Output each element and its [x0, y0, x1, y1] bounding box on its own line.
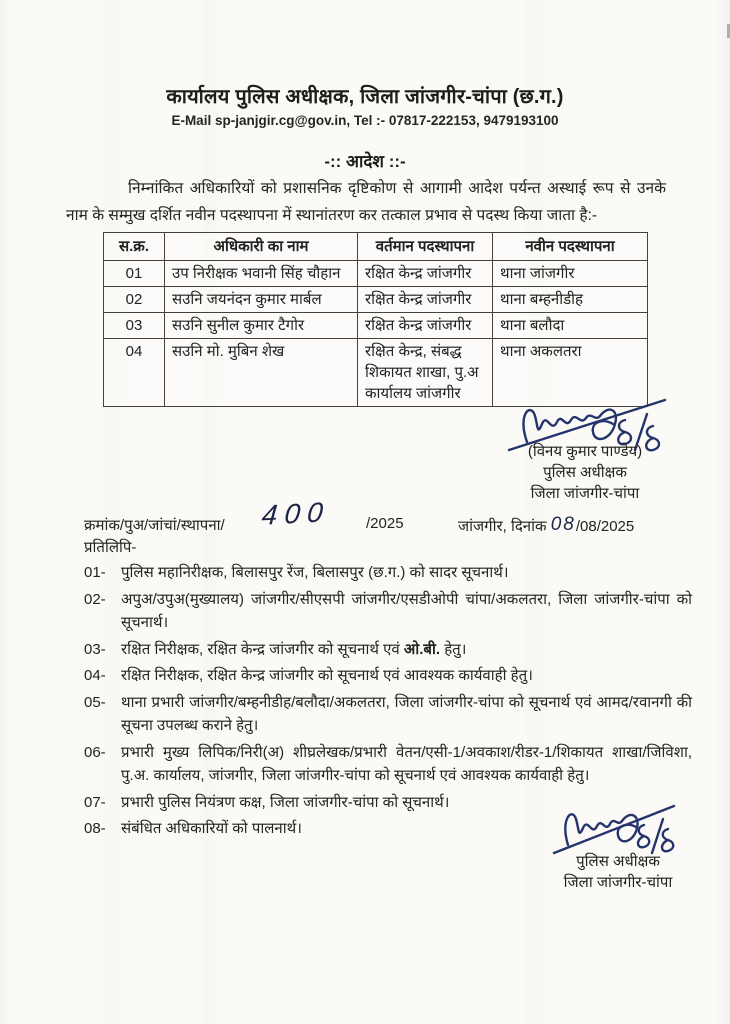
copy-item — [84, 691, 692, 738]
copies-heading: प्रतिलिपि- — [84, 539, 137, 556]
signature-block-bottom — [532, 851, 704, 893]
cell-new-posting: थाना जांजगीर — [493, 261, 648, 287]
reference-label: क्रमांक/पुअ/जांचां/स्थापना/ — [84, 517, 225, 534]
contact-line: E-Mail sp-janjgir.cg@gov.in, Tel :- 07817-222153, 9479193100 — [171, 113, 559, 128]
header-sno: स.क्र. — [104, 233, 165, 261]
handwritten-order-number: 400 — [260, 496, 332, 531]
copy-item-text: प्रभारी मुख्य लिपिक/निरी(अ) शीघ्रलेखक/प्रभारी वेतन/एसी-1/अवकाश/रीडर-1/शिकायत शाखा/जिविशा, पु.अ. कार्यालय, जांजगीर, जिला जांजगीर-चांपा को सूचनार्थ एवं आवश्यक कार्यवाही हेतु। — [121, 743, 692, 784]
cell-sno: 02 — [104, 287, 165, 313]
copy-item-text-after: हेतु। — [440, 640, 467, 658]
copy-item — [84, 638, 692, 662]
copy-item-number: 03- — [84, 640, 106, 658]
cell-new-posting: थाना बलौदा — [493, 313, 648, 339]
copy-item — [84, 561, 692, 585]
signatory-designation: पुलिस अधीक्षक — [576, 853, 660, 870]
table-row — [104, 261, 648, 287]
copy-item-number: 08- — [84, 820, 106, 837]
signature-block-top — [470, 441, 700, 504]
transfer-table — [103, 232, 648, 407]
copy-item — [84, 588, 692, 635]
table-row — [104, 287, 648, 313]
handwritten-day: 08 — [550, 514, 576, 535]
place-date-prefix: जांजगीर, दिनांक — [458, 518, 551, 535]
cell-current-posting: रक्षित केन्द्र, संबद्ध शिकायत शाखा, पु.अ कार्यालय जांजगीर — [358, 339, 493, 407]
cell-officer-name: सउनि सुनील कुमार टैगोर — [165, 313, 358, 339]
cell-officer-name: सउनि मो. मुबिन शेख — [165, 339, 358, 407]
signatory-district: जिला जांजगीर-चांपा — [530, 485, 640, 502]
signatory-name: (विनय कुमार पाण्डेय) — [527, 443, 643, 460]
copies-list — [84, 561, 692, 841]
copy-item-text: संबंधित अधिकारियों को पालनार्थ। — [121, 820, 302, 837]
intro-paragraph: निम्नांकित अधिकारियों को प्रशासनिक दृष्टिकोण से आगामी आदेश पर्यन्त अस्थाई रूप से उनके नाम के सम्मुख दर्शित नवीन पदस्थापना में स्थानांतरण कर तत्काल प्रभाव से पदस्थ किया जाता है:- — [66, 180, 666, 224]
cell-sno: 01 — [104, 261, 165, 287]
copy-item-text: प्रभारी पुलिस नियंत्रण कक्ष, जिला जांजगीर-चांपा को सूचनार्थ। — [121, 793, 450, 811]
reference-year: /2025 — [366, 515, 404, 532]
cell-new-posting: थाना अकलतरा — [493, 339, 648, 407]
cell-sno: 04 — [104, 339, 165, 407]
table-header-row — [104, 233, 648, 261]
cell-current-posting: रक्षित केन्द्र जांजगीर — [358, 287, 493, 313]
copy-item-number: 06- — [84, 743, 106, 761]
copy-item-number: 04- — [84, 667, 106, 684]
signatory-designation: पुलिस अधीक्षक — [543, 464, 627, 481]
signatory-district: जिला जांजगीर-चांपा — [563, 874, 673, 891]
copy-item-text: थाना प्रभारी जांजगीर/बम्हनीडीह/बलौदा/अकलतरा, जिला जांजगीर-चांपा को सूचनार्थ एवं आमद/रवानगी की सूचना उपलब्ध कराने हेतु। — [121, 693, 692, 734]
copy-item-text: अपुअ/उपुअ(मुख्यालय) जांजगीर/सीएसपी जांजगीर/एसडीओपी चांपा/अकलतरा, जिला जांजगीर-चांपा को सूचनार्थ। — [121, 590, 692, 631]
cell-new-posting: थाना बम्हनीडीह — [493, 287, 648, 313]
header-current-posting: वर्तमान पदस्थापना — [358, 233, 493, 261]
copy-item — [84, 741, 692, 788]
cell-sno: 03 — [104, 313, 165, 339]
date-suffix: /08/2025 — [575, 518, 635, 535]
copy-item-text-before: रक्षित निरीक्षक, रक्षित केन्द्र जांजगीर को सूचनार्थ एवं — [121, 640, 404, 658]
cell-officer-name: उप निरीक्षक भवानी सिंह चौहान — [165, 261, 358, 287]
copy-item-number: 02- — [84, 590, 106, 608]
table-row — [104, 313, 648, 339]
order-heading: -:: आदेश ::- — [324, 152, 406, 171]
copy-item-number: 05- — [84, 693, 106, 711]
copy-item-number: 01- — [84, 564, 106, 581]
header-officer-name: अधिकारी का नाम — [165, 233, 358, 261]
header-new-posting: नवीन पदस्थापना — [493, 233, 648, 261]
copy-item — [84, 664, 692, 688]
copy-item-text — [121, 638, 692, 662]
copy-item-number: 07- — [84, 793, 106, 811]
cell-current-posting: रक्षित केन्द्र जांजगीर — [358, 313, 493, 339]
copy-item-text-bold: ओ.बी. — [403, 640, 441, 658]
copy-item-text: पुलिस महानिरीक्षक, बिलासपुर रेंज, बिलासपुर (छ.ग.) को सादर सूचनार्थ। — [121, 564, 509, 581]
cell-current-posting: रक्षित केन्द्र जांजगीर — [358, 261, 493, 287]
cell-officer-name: सउनि जयनंदन कुमार मार्बल — [165, 287, 358, 313]
place-and-date — [458, 515, 634, 537]
office-title: कार्यालय पुलिस अधीक्षक, जिला जांजगीर-चांपा (छ.ग.) — [166, 86, 564, 108]
copy-item-text: रक्षित निरीक्षक, रक्षित केन्द्र जांजगीर को सूचनार्थ एवं आवश्यक कार्यवाही हेतु। — [121, 667, 533, 684]
